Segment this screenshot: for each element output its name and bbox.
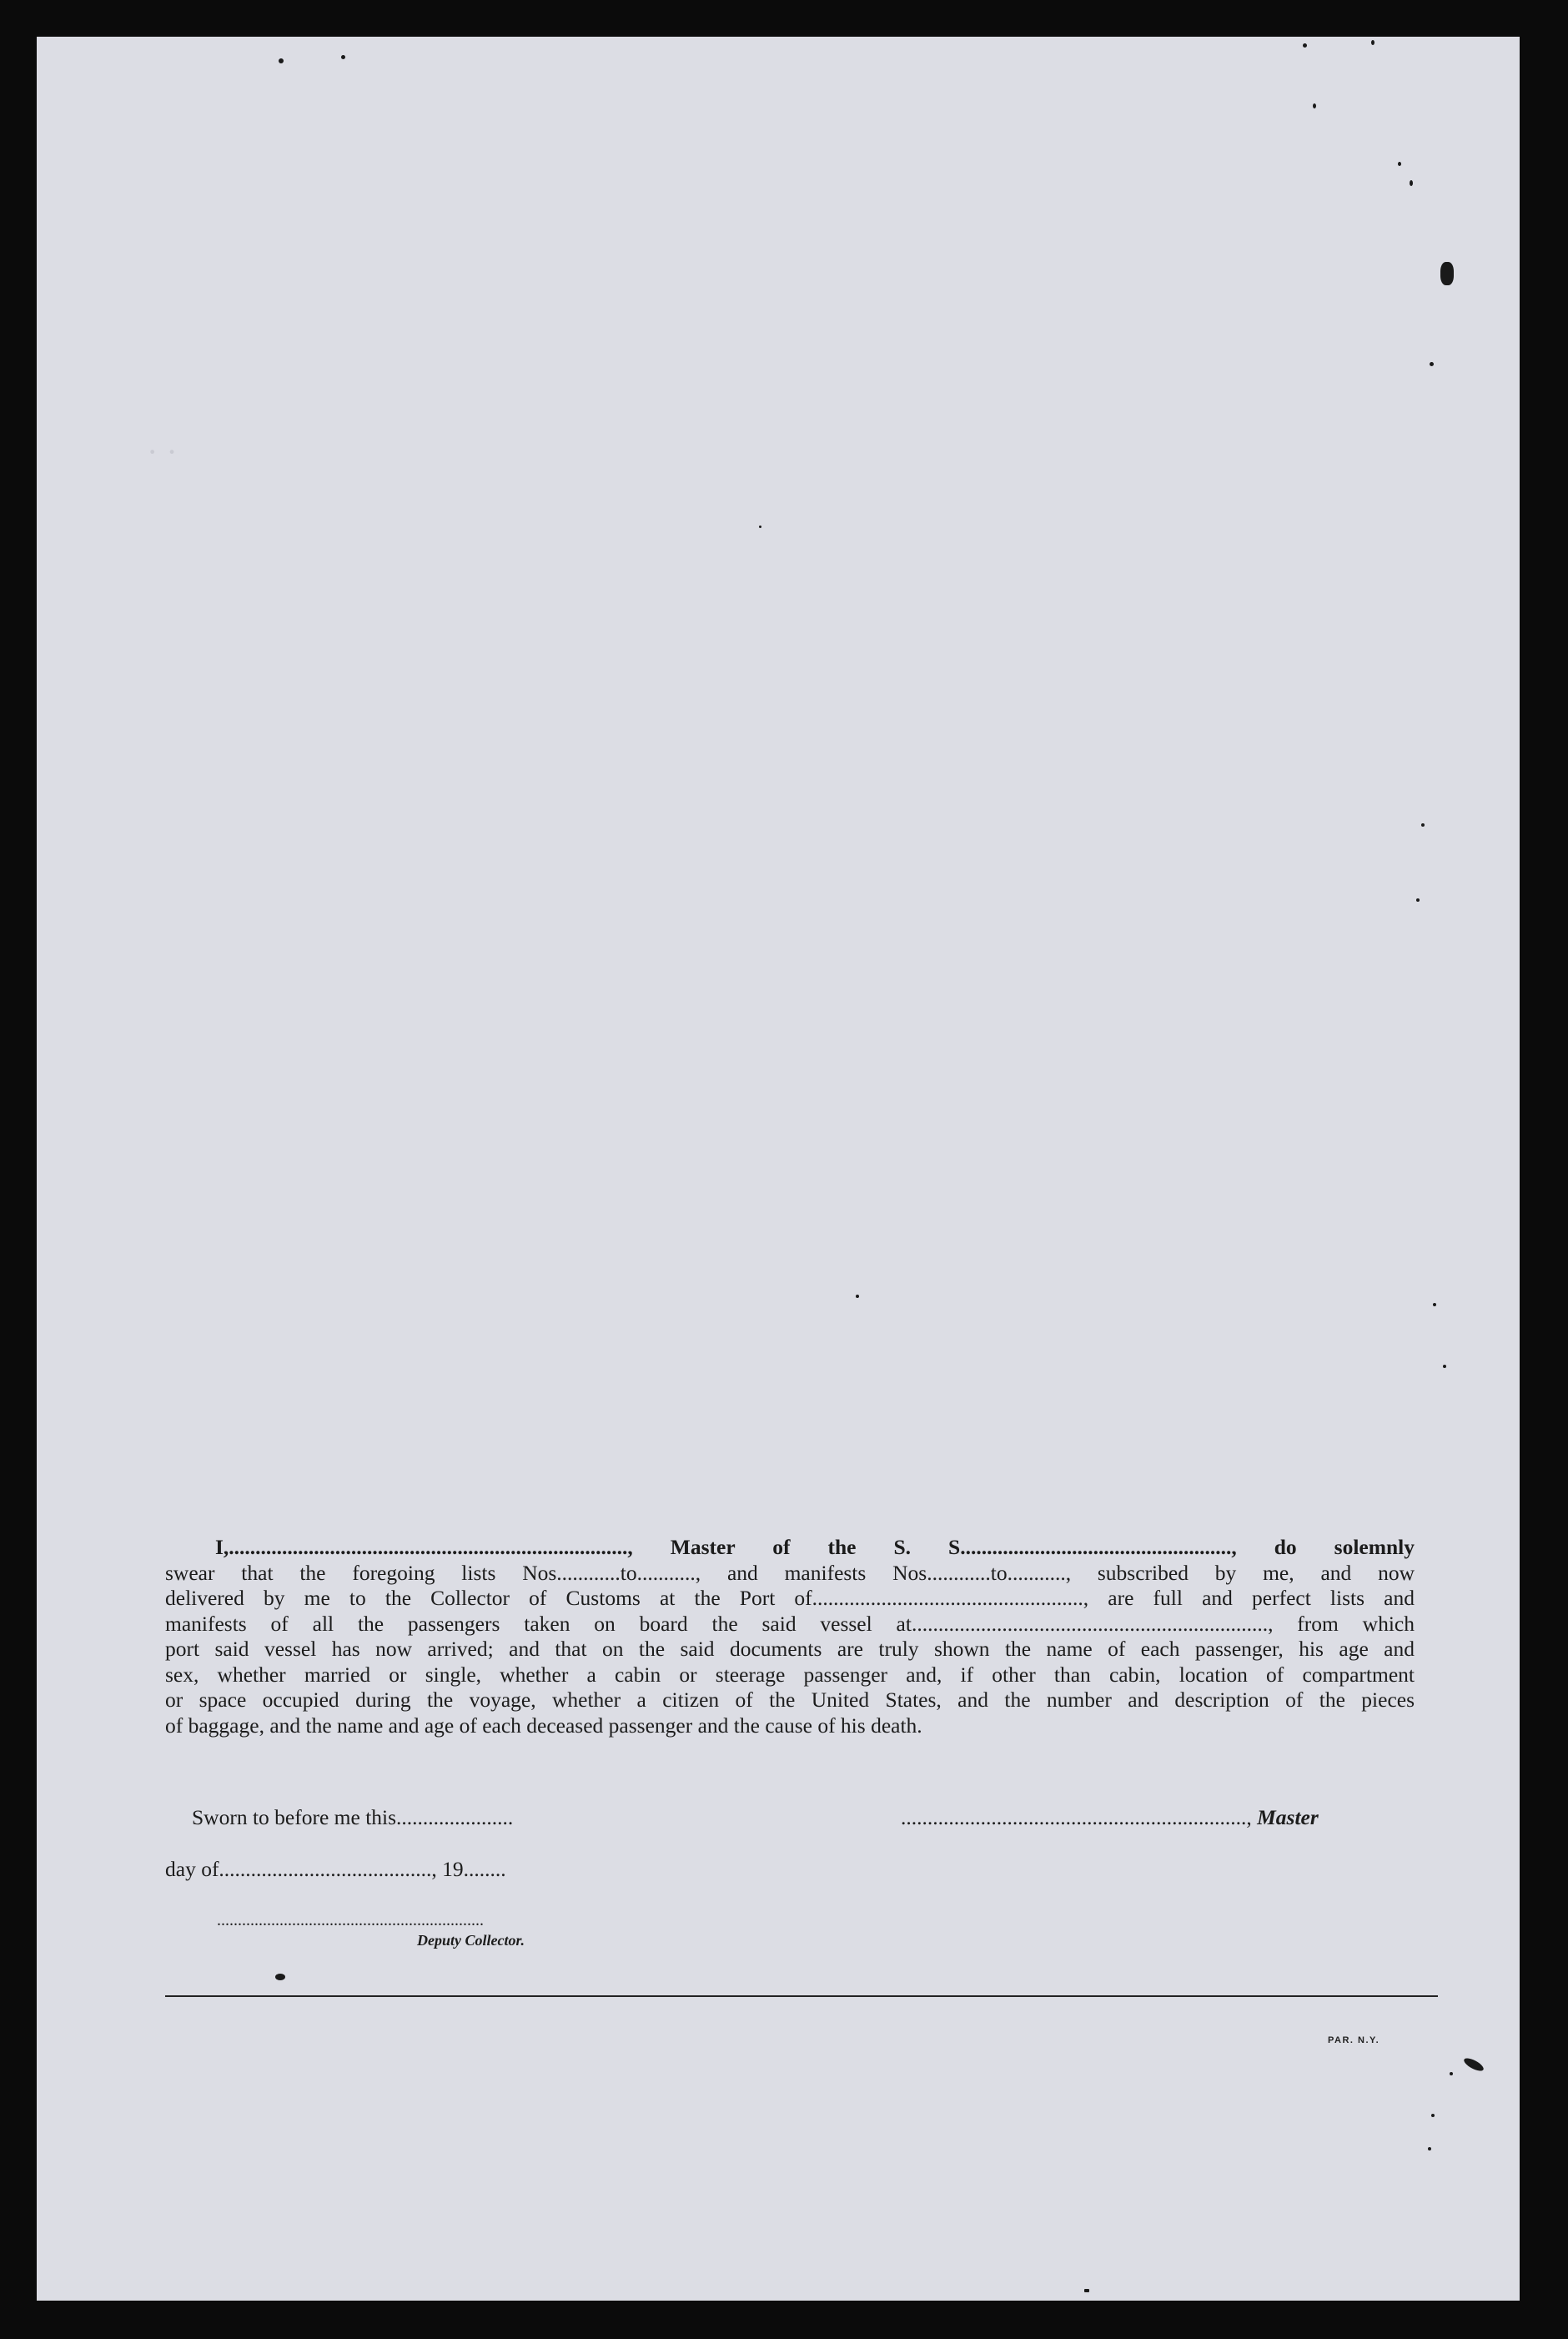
day-of-line: day of........................................, 19........ — [165, 1857, 506, 1881]
oath-line: manifests of all the passengers taken on board the said vessel at..................................................................., from which — [165, 1611, 1415, 1636]
scan-speck — [1371, 40, 1375, 45]
scan-speck — [1303, 43, 1307, 48]
scan-speck — [1421, 823, 1425, 827]
scan-blot — [1440, 262, 1454, 285]
scan-speck — [856, 1295, 859, 1298]
master-signature-line — [901, 1805, 1319, 1830]
scan-speck — [279, 58, 284, 63]
deputy-signature-dots: ................................................................ — [217, 1911, 484, 1929]
scan-speck — [1430, 362, 1434, 366]
deputy-collector-label: Deputy Collector. — [417, 1932, 525, 1949]
oath-line: sex, whether married or single, whether a cabin or steerage passenger and, if other than cabin, location of compartment — [165, 1662, 1415, 1687]
scan-speck — [759, 526, 761, 528]
scan-speck — [275, 1974, 285, 1980]
scan-speck — [341, 55, 345, 59]
oath-line: swear that the foregoing lists Nos............to..........., and manifests Nos............to..........., subscribed by me, and now — [165, 1560, 1415, 1585]
scan-speck — [1084, 2289, 1089, 2292]
bleed-through-mark: · · — [147, 433, 178, 470]
scan-speck — [1450, 2072, 1453, 2075]
manifest-page — [37, 37, 1520, 2301]
oath-paragraph — [165, 1535, 1415, 1738]
scan-speck — [1428, 2147, 1431, 2150]
sworn-before-line: Sworn to before me this...................... — [192, 1805, 514, 1829]
scan-speck — [1443, 1365, 1446, 1368]
footer-rule — [165, 1995, 1438, 1997]
scan-speck — [1431, 2114, 1435, 2117]
oath-line: I,..........................................................................., Master of the S. S..................................................., do solemnly — [215, 1535, 1415, 1559]
scan-speck — [1313, 103, 1316, 108]
scan-blot — [1462, 2055, 1485, 2073]
oath-line: or space occupied during the voyage, whether a citizen of the United States, and the number and description of the pieces — [165, 1688, 1415, 1712]
scan-speck — [1410, 180, 1413, 186]
oath-line: of baggage, and the name and age of each deceased passenger and the cause of his death. — [165, 1713, 922, 1738]
scan-speck — [1416, 898, 1420, 902]
oath-line: delivered by me to the Collector of Customs at the Port of..................................................., are full and perfect lists and — [165, 1586, 1415, 1610]
master-signature-dots: ................................................................., — [901, 1805, 1252, 1829]
printer-mark: PAR. N.Y. — [1328, 2035, 1380, 2045]
oath-line: port said vessel has now arrived; and that on the said documents are truly shown the name of each passenger, his age and — [165, 1637, 1415, 1661]
master-label: Master — [1257, 1805, 1319, 1829]
scan-speck — [1398, 162, 1401, 166]
scan-speck — [1433, 1303, 1436, 1306]
